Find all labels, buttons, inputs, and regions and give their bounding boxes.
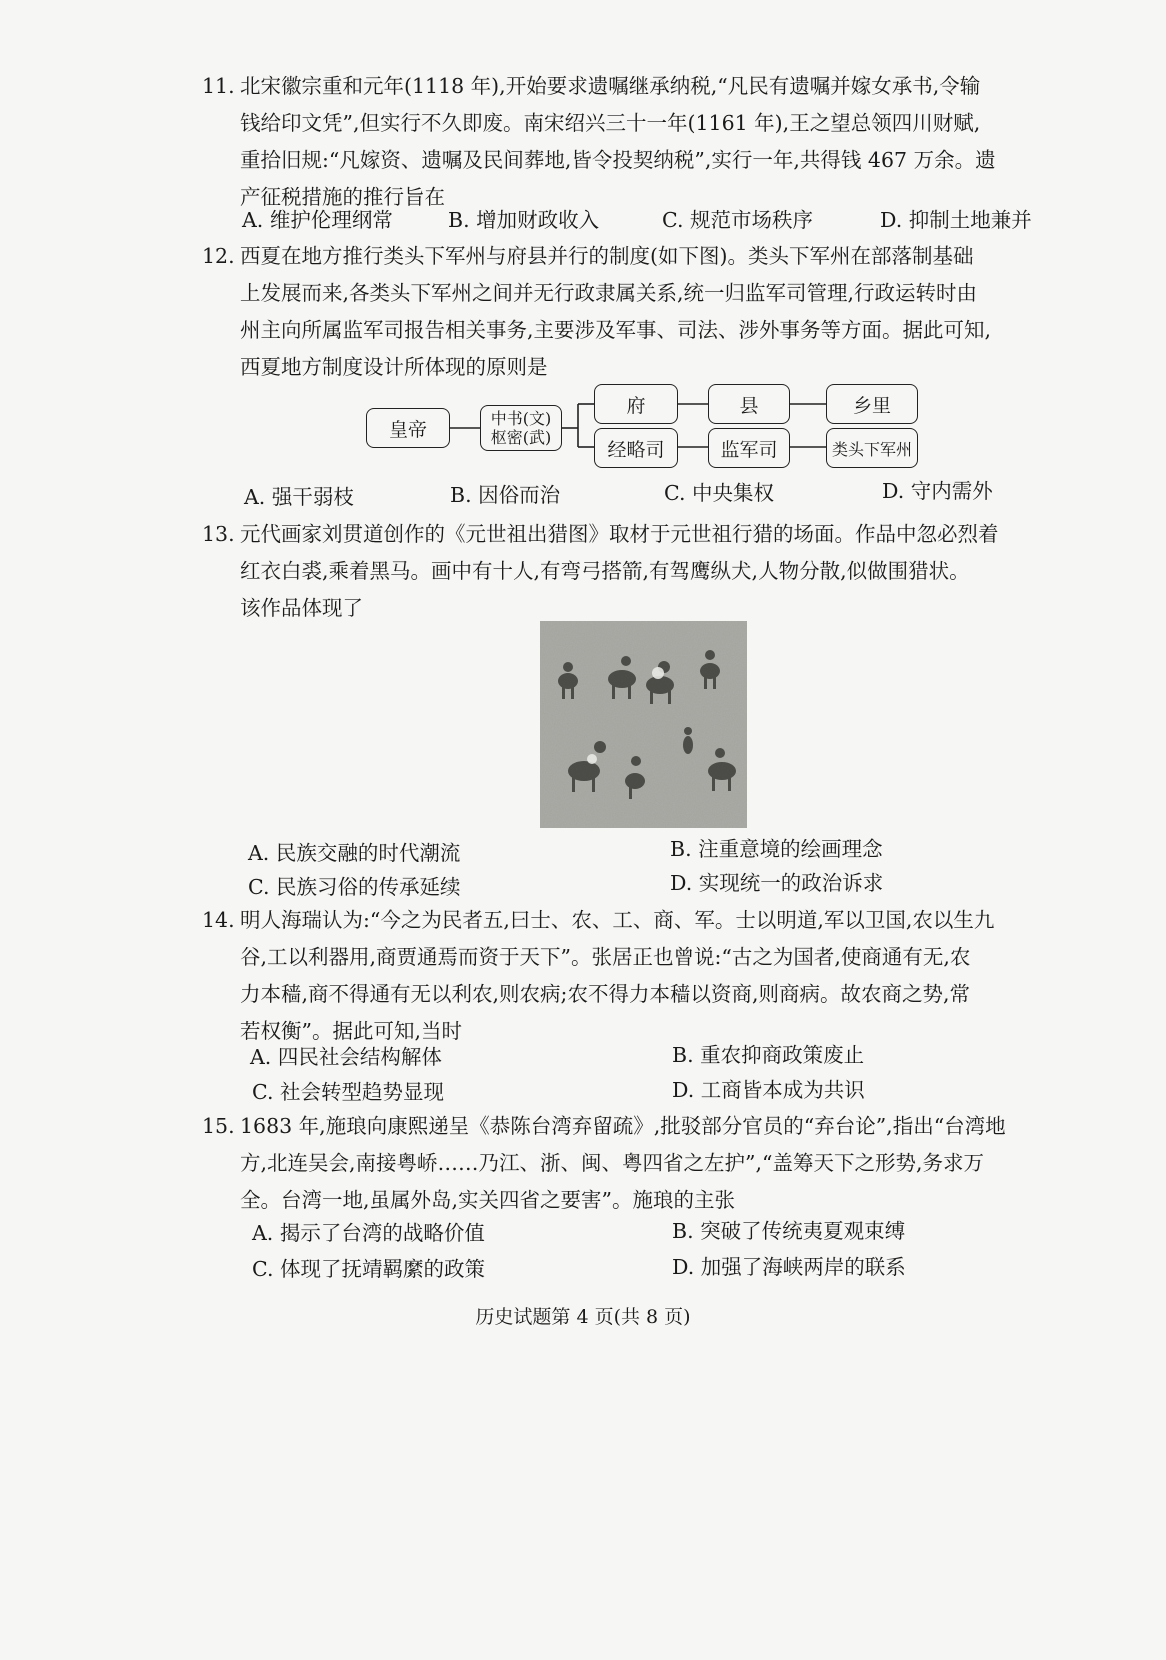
q14-option-a: A. 四民社会结构解体 bbox=[250, 1045, 442, 1069]
q14-line-1: 明人海瑞认为:“今之为民者五,曰士、农、工、商、军。士以明道,军以卫国,农以生九 bbox=[240, 908, 995, 932]
question-number-12: 12. bbox=[202, 244, 235, 268]
page-footer: 历史试题第 4 页(共 8 页) bbox=[475, 1306, 691, 1328]
q11-line-1: 北宋徽宗重和元年(1118 年),开始要求遗嘱继承纳税,“凡民有遗嘱并嫁女承书,令输 bbox=[240, 74, 981, 98]
question-number-14: 14. bbox=[202, 908, 235, 932]
diagram-central-civil: 中书(文) bbox=[490, 409, 552, 428]
q12-line-2: 上发展而来,各类头下军州之间并无行政隶属关系,统一归监军司管理,行政运转时由 bbox=[240, 281, 978, 305]
question-number-13: 13. bbox=[202, 522, 235, 546]
q14-option-d: D. 工商皆本成为共识 bbox=[672, 1078, 865, 1102]
diagram-jianjun-box: 监军司 bbox=[708, 428, 790, 468]
q14-line-2: 谷,工以利器用,商贾通焉而资于天下”。张居正也曾说:“古之为国者,使商通有无,农 bbox=[240, 945, 971, 969]
diagram-jinglue-box: 经略司 bbox=[594, 428, 678, 468]
q15-line-3: 全。台湾一地,虽属外岛,实关四省之要害”。施琅的主张 bbox=[240, 1188, 736, 1212]
q12-line-1: 西夏在地方推行类头下军州与府县并行的制度(如下图)。类头下军州在部落制基础 bbox=[240, 244, 974, 268]
diagram-central-military: 枢密(武) bbox=[490, 428, 552, 447]
q15-option-a: A. 揭示了台湾的战略价值 bbox=[252, 1221, 485, 1245]
q12-option-d: D. 守内需外 bbox=[882, 479, 993, 503]
q14-line-3: 力本穑,商不得通有无以利农,则农病;农不得力本穑以资商,则商病。故农商之势,常 bbox=[240, 982, 970, 1006]
q14-option-b: B. 重农抑商政策废止 bbox=[672, 1043, 865, 1067]
question-number-15: 15. bbox=[202, 1114, 235, 1138]
q13-option-b: B. 注重意境的绘画理念 bbox=[670, 837, 883, 861]
q13-line-2: 红衣白裘,乘着黑马。画中有十人,有弯弓搭箭,有驾鹰纵犬,人物分散,似做围猎状。 bbox=[240, 559, 970, 583]
q11-line-3: 重拾旧规:“凡嫁资、遗嘱及民间葬地,皆令投契纳税”,实行一年,共得钱 467 万余。遗 bbox=[240, 148, 996, 172]
q11-option-b: B. 增加财政收入 bbox=[448, 208, 600, 232]
q11-line-2: 钱给印文凭”,但实行不久即废。南宋绍兴三十一年(1161 年),王之望总领四川财赋, bbox=[240, 111, 981, 135]
q15-option-c: C. 体现了抚靖羁縻的政策 bbox=[252, 1257, 485, 1281]
question-14-stem bbox=[240, 902, 1046, 1050]
question-number-11: 11. bbox=[202, 74, 235, 98]
question-13-stem bbox=[240, 516, 1046, 627]
diagram-xian-box: 县 bbox=[708, 384, 790, 424]
diagram-leitou-box: 类头下军州 bbox=[826, 428, 918, 468]
diagram-fu-box: 府 bbox=[594, 384, 678, 424]
q11-option-d: D. 抑制土地兼并 bbox=[880, 208, 1032, 232]
q12-option-a: A. 强干弱枝 bbox=[244, 485, 354, 509]
q13-line-1: 元代画家刘贯道创作的《元世祖出猎图》取材于元世祖行猎的场面。作品中忽必烈着 bbox=[240, 522, 999, 546]
q11-option-a: A. 维护伦理纲常 bbox=[242, 208, 393, 232]
q13-option-d: D. 实现统一的政治诉求 bbox=[670, 871, 884, 895]
diagram-xiangli-box: 乡里 bbox=[826, 384, 918, 424]
q15-line-1: 1683 年,施琅向康熙递呈《恭陈台湾弃留疏》,批驳部分官员的“弃台论”,指出“台湾地 bbox=[240, 1114, 1006, 1138]
q12-option-b: B. 因俗而治 bbox=[450, 483, 561, 507]
question-15-stem bbox=[240, 1108, 1046, 1219]
q14-option-c: C. 社会转型趋势显现 bbox=[252, 1080, 444, 1104]
q12-line-4: 西夏地方制度设计所体现的原则是 bbox=[240, 355, 548, 379]
q11-option-c: C. 规范市场秩序 bbox=[662, 208, 813, 232]
hunting-painting-image bbox=[540, 621, 747, 828]
diagram-emperor-box: 皇帝 bbox=[366, 408, 450, 448]
q15-option-b: B. 突破了传统夷夏观束缚 bbox=[672, 1219, 906, 1243]
q13-line-3: 该作品体现了 bbox=[240, 596, 363, 620]
q12-option-c: C. 中央集权 bbox=[664, 481, 774, 505]
diagram-central-box bbox=[480, 405, 562, 451]
q14-line-4: 若权衡”。据此可知,当时 bbox=[240, 1019, 462, 1043]
q12-line-3: 州主向所属监军司报告相关事务,主要涉及军事、司法、涉外事务等方面。据此可知, bbox=[240, 318, 992, 342]
q15-option-d: D. 加强了海峡两岸的联系 bbox=[672, 1255, 906, 1279]
q13-option-c: C. 民族习俗的传承延续 bbox=[248, 875, 461, 899]
q11-line-4: 产征税措施的推行旨在 bbox=[240, 185, 445, 209]
q15-line-2: 方,北连吴会,南接粤峤……乃江、浙、闽、粤四省之左护”,“盖筹天下之形势,务求万 bbox=[240, 1151, 985, 1175]
q13-option-a: A. 民族交融的时代潮流 bbox=[248, 841, 461, 865]
